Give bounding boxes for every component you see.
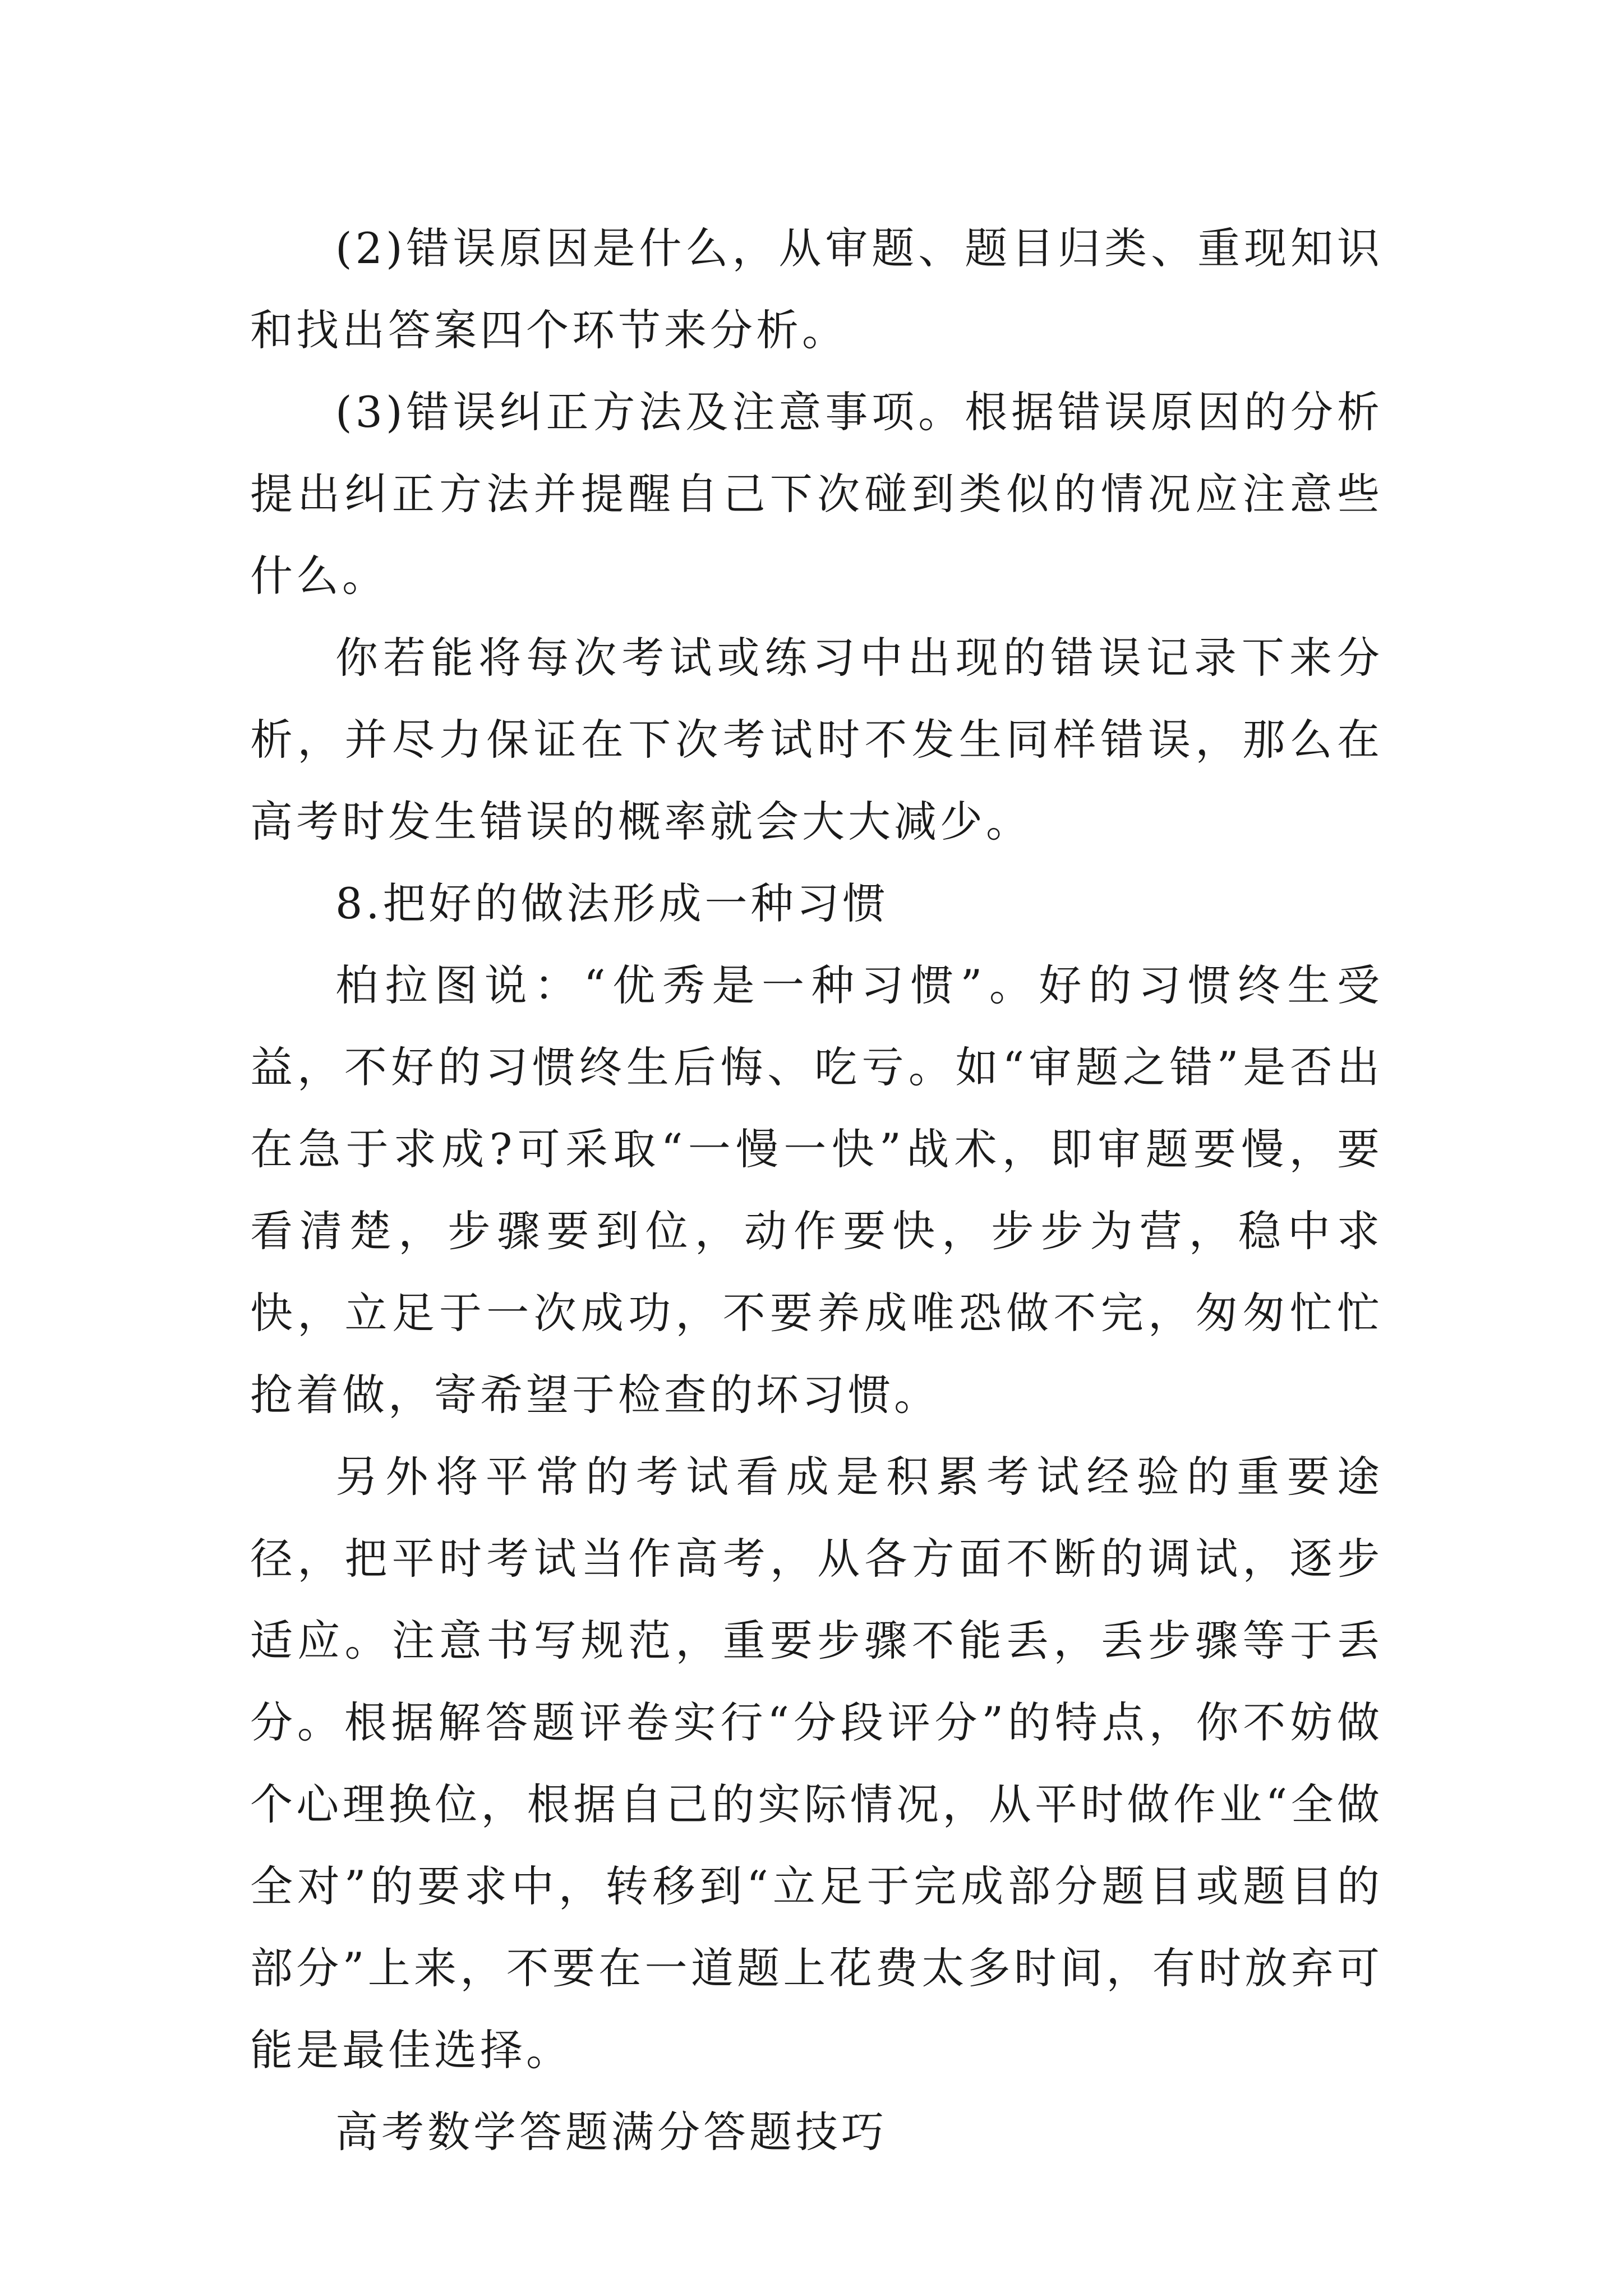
section-heading-math-tips: 高考数学答题满分答题技巧 [335, 2107, 887, 2157]
document-body [250, 208, 1383, 2173]
paragraph-error-correction: (3)错误纠正方法及注意事项。根据错误原因的分析提出纠正方法并提醒自己下次碰到类似的情况应注意些什么。 [250, 387, 1383, 601]
section-heading-habit: 8.把好的做法形成一种习惯 [335, 878, 889, 928]
paragraph-record-errors: 你若能将每次考试或练习中出现的错误记录下来分析，并尽力保证在下次考试时不发生同样错误，那么在高考时发生错误的概率就会大大减少。 [250, 633, 1383, 846]
paragraph-plato-habit: 柏拉图说：“优秀是一种习惯”。好的习惯终生受益，不好的习惯终生后悔、吃亏。如“审题之错”是否出在急于求成?可采取“一慢一快”战术，即审题要慢，要看清楚，步骤要到位，动作要快，步步为营，稳中求快，立足于一次成功，不要养成唯恐做不完，匆匆忙忙抢着做，寄希望于检查的坏习惯。 [250, 960, 1383, 1420]
paragraph-error-cause: (2)错误原因是什么，从审题、题目归类、重现知识和找出答案四个环节来分析。 [250, 223, 1383, 355]
paragraph-exam-experience: 另外将平常的考试看成是积累考试经验的重要途径，把平时考试当作高考，从各方面不断的调试，逐步适应。注意书写规范，重要步骤不能丢，丢步骤等于丢分。根据解答题评卷实行“分段评分”的特点，你不妨做个心理换位，根据自己的实际情况，从平时做作业“全做全对”的要求中，转移到“立足于完成部分题目或题目的部分”上来，不要在一道题上花费太多时间，有时放弃可能是最佳选择。 [250, 1452, 1383, 2075]
